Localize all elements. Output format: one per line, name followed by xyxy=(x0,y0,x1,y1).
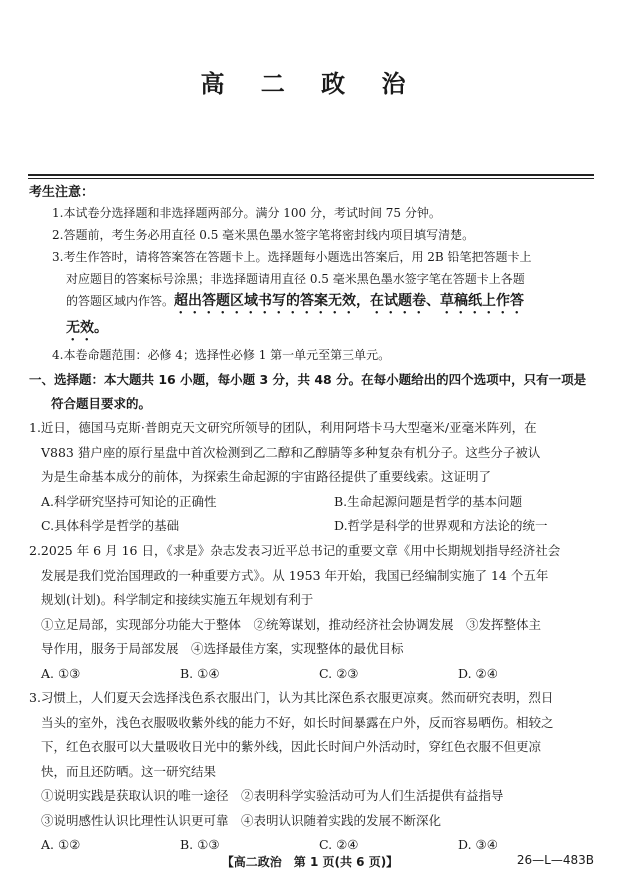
section-heading-line2: 符合题目要求的。 xyxy=(51,396,152,411)
notice-item-3-line1: 3.考生作答时，请将答案答在答题卡上。选择题每小题选出答案后，用 2B 铅笔把答题卡上 xyxy=(52,250,532,264)
question-2-option-b: B. ①④ xyxy=(180,665,220,681)
question-2-options-row xyxy=(29,662,599,687)
question-2-stem-line: 发展是我们党治国理政的一种重要方式》。从 1953 年开始，我国已经编制实施了 14 个五年 xyxy=(41,567,549,583)
question-1-stem-line: 1.近日，德国马克斯·普朗克天文研究所领导的团队，利用阿塔卡马大型毫米/亚毫米阵列，在 xyxy=(29,420,537,435)
question-3-option-a: A. ①② xyxy=(41,837,81,852)
footer-exam-code: 26—L—483B xyxy=(516,853,594,867)
question-1-options-row xyxy=(29,490,599,515)
question-1-options-row xyxy=(29,514,599,539)
page-title: 高 二 政 治 xyxy=(200,70,420,98)
question-1-option-b: B.生命起源问题是哲学的基本问题 xyxy=(334,493,523,509)
notice-item-2: 2.答题前，考生务必用直径 0.5 毫米黑色墨水签字笔将密封线内项目填写清楚。 xyxy=(52,228,475,242)
notice-item-3-prefix: 的答题区域内作答。 xyxy=(66,294,175,308)
question-2-choice-line: 导作用，服务于局部发展 ④选择最佳方案，实现整体的最优目标 xyxy=(41,641,404,656)
question-1-stem-line: V883 猎户座的原行星盘中首次检测到乙二醇和乙醇腈等多种复杂有机分子。这些分子被认 xyxy=(41,444,541,460)
question-1 xyxy=(29,416,599,539)
question-2-choice-line: ①立足局部，实现部分功能大于整体 ②统筹谋划，推动经济社会协调发展 ③发挥整体主 xyxy=(41,616,542,632)
question-1-option-d: D.哲学是科学的世界观和方法论的统一 xyxy=(334,518,548,533)
question-2-option-c: C. ②③ xyxy=(319,665,359,681)
divider-thick xyxy=(28,174,594,176)
question-1-option-a: A.科学研究坚持可知论的正确性 xyxy=(41,493,217,509)
question-1-option-c: C.具体科学是哲学的基础 xyxy=(41,518,180,533)
question-2-option-a: A. ①③ xyxy=(41,665,81,681)
question-3-option-c: C. ②④ xyxy=(319,837,359,852)
footer-page-info: 【高二政治 第 1 页(共 6 页)】 xyxy=(221,855,399,869)
notice-emphasis-end: 无效。 xyxy=(66,320,108,336)
notice-emphasis: 超出答题区域书写的答案无效，在试题卷、草稿纸上作答 xyxy=(174,293,525,309)
notice-item-3-line3 xyxy=(52,290,597,317)
notice-list xyxy=(52,202,597,366)
notice-heading: 考生注意： xyxy=(29,185,95,200)
question-2-stem-line: 规划(计划)。科学制定和接续实施五年规划有利于 xyxy=(41,592,314,607)
section-heading xyxy=(29,368,599,416)
question-3 xyxy=(29,686,599,858)
question-2-option-d: D. ②④ xyxy=(458,665,498,681)
question-3-stem-line: 3.习惯上，人们夏天会选择浅色系衣服出门，认为其比深色系衣服更凉爽。然而研究表明，烈日 xyxy=(29,690,554,705)
notice-item-4: 4.本卷命题范围：必修 4；选择性必修 1 第一单元至第三单元。 xyxy=(52,348,391,362)
question-3-stem-line: 快，而且还防晒。这一研究结果 xyxy=(41,763,217,779)
question-3-choice-line: ③说明感性认识比理性认识更可靠 ④表明认识随着实践的发展不断深化 xyxy=(41,812,442,828)
question-3-stem-line: 下，红色衣服可以大量吸收日光中的紫外线，因此长时间户外活动时，穿红色衣服不但更凉 xyxy=(41,739,542,754)
divider-thin xyxy=(28,178,594,179)
question-3-choice-line: ①说明实践是获取认识的唯一途径 ②表明科学实验活动可为人们生活提供有益指导 xyxy=(41,788,504,803)
question-2-stem-line: 2.2025 年 6 月 16 日，《求是》杂志发表习近平总书记的重要文章《用中长期规划指导经济社会 xyxy=(29,543,561,558)
question-1-stem-line: 为是生命基本成分的前体，为探索生命起源的宇宙路径提供了重要线索。这证明了 xyxy=(41,469,492,484)
question-3-option-b: B. ①③ xyxy=(180,837,220,852)
question-2 xyxy=(29,539,599,686)
notice-item-3-line2: 对应题目的答案标号涂黑；非选择题请用直径 0.5 毫米黑色墨水签字笔在答题卡上各题 xyxy=(66,272,525,286)
question-3-option-d: D. ③④ xyxy=(458,837,498,852)
section-heading-line1: 一、选择题：本大题共 16 小题，每小题 3 分，共 48 分。在每小题给出的四个选项中，只有一项是 xyxy=(29,372,587,387)
notice-item-3 xyxy=(52,246,597,344)
question-3-stem-line: 当头的室外，浅色衣服吸收紫外线的能力不好，如长时间暴露在户外，反而容易晒伤。相较之 xyxy=(41,714,554,730)
notice-item-3-line4 xyxy=(52,317,597,344)
notice-item-1: 1.本试卷分选择题和非选择题两部分。满分 100 分，考试时间 75 分钟。 xyxy=(52,206,441,220)
